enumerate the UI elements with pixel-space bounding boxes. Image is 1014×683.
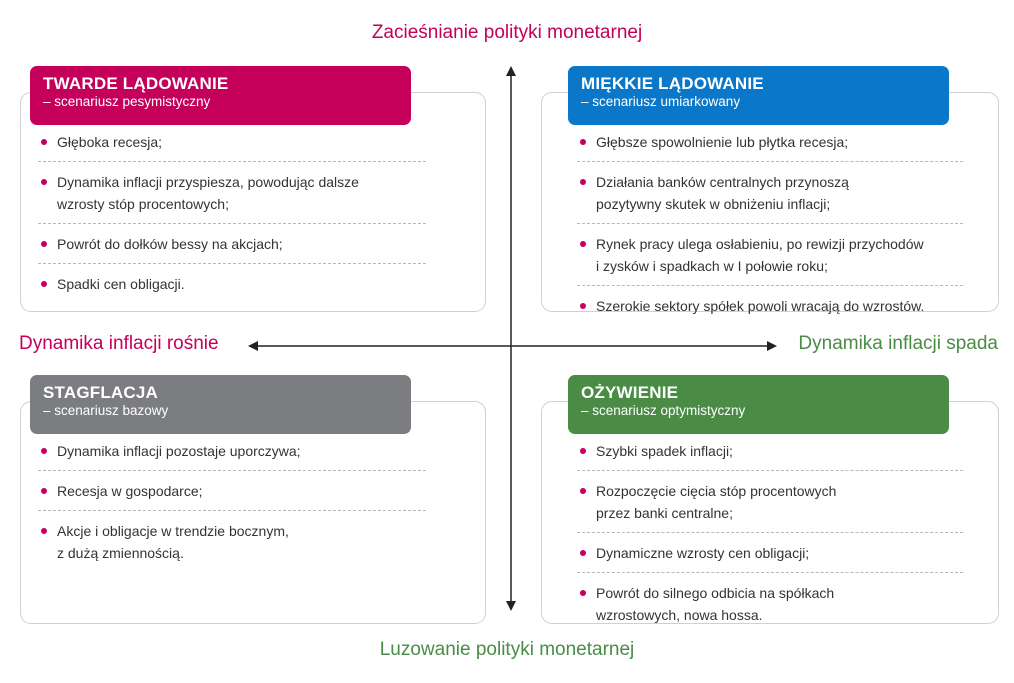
list-item bbox=[577, 440, 963, 471]
list-item-text: Powrót do dołków bessy na akcjach; bbox=[57, 236, 283, 252]
bullet-dot-icon bbox=[580, 488, 586, 494]
header-hard-landing bbox=[30, 66, 411, 125]
list-item-text: Recesja w gospodarce; bbox=[57, 483, 203, 499]
list-item-text: Spadki cen obligacji. bbox=[57, 276, 185, 292]
bullet-dot-icon bbox=[41, 488, 47, 494]
list-item-text: Działania banków centralnych przynoszą pozytywny skutek w obniżeniu inflacji; bbox=[596, 174, 849, 212]
list-item-text: Rozpoczęcie cięcia stóp procentowych przez banki centralne; bbox=[596, 483, 837, 521]
list-item-text: Akcje i obligacje w trendzie bocznym, z dużą zmiennością. bbox=[57, 523, 289, 561]
bullet-dot-icon bbox=[580, 179, 586, 185]
list-item bbox=[577, 480, 963, 533]
list-item bbox=[38, 233, 426, 264]
list-item-text: Dynamika inflacji pozostaje uporczywa; bbox=[57, 443, 301, 459]
axis-label-top: Zacieśnianie polityki monetarnej bbox=[371, 22, 643, 43]
list-item bbox=[38, 273, 426, 303]
bullet-dot-icon bbox=[41, 528, 47, 534]
list-item-text: Głębsze spowolnienie lub płytka recesja; bbox=[596, 134, 849, 150]
scenario-subtitle: – scenariusz optymistyczny bbox=[581, 403, 746, 418]
arrow-down-icon bbox=[506, 601, 516, 611]
scenario-subtitle: – scenariusz umiarkowany bbox=[581, 94, 741, 109]
bullet-dot-icon bbox=[580, 590, 586, 596]
axis-label-right: Dynamika inflacji spada bbox=[798, 333, 998, 354]
bullet-dot-icon bbox=[41, 179, 47, 185]
list-item bbox=[577, 542, 963, 573]
list-item bbox=[577, 295, 963, 325]
list-item bbox=[577, 233, 963, 286]
bullet-dot-icon bbox=[580, 303, 586, 309]
list-item-text: Rynek pracy ulega osłabieniu, po rewizji przychodów i zysków i spadkach w I połowie roku; bbox=[596, 236, 924, 274]
bullet-list-hard-landing bbox=[38, 131, 426, 312]
bullet-dot-icon bbox=[41, 448, 47, 454]
bullet-dot-icon bbox=[580, 448, 586, 454]
bullet-list-soft-landing bbox=[577, 131, 963, 334]
axis-label-bottom: Luzowanie polityki monetarnej bbox=[379, 639, 635, 660]
scenario-title: MIĘKKIE LĄDOWANIE bbox=[581, 74, 764, 93]
list-item bbox=[38, 171, 426, 224]
bullet-dot-icon bbox=[41, 139, 47, 145]
list-item bbox=[577, 171, 963, 224]
list-item-text: Szerokie sektory spółek powoli wracają do wzrostów. bbox=[596, 298, 925, 314]
arrow-left-icon bbox=[248, 341, 258, 351]
list-item bbox=[577, 131, 963, 162]
header-recovery bbox=[568, 375, 949, 434]
arrow-up-icon bbox=[506, 66, 516, 76]
scenario-subtitle: – scenariusz pesymistyczny bbox=[43, 94, 211, 109]
list-item-text: Powrót do silnego odbicia na spółkach wzrostowych, nowa hossa. bbox=[596, 585, 835, 623]
list-item-text: Głęboka recesja; bbox=[57, 134, 163, 150]
list-item bbox=[577, 582, 963, 634]
scenario-title: OŻYWIENIE bbox=[581, 383, 679, 402]
bullet-list-stagflation bbox=[38, 440, 426, 581]
list-item-text: Szybki spadek inflacji; bbox=[596, 443, 733, 459]
arrow-right-icon bbox=[767, 341, 777, 351]
list-item bbox=[38, 440, 426, 471]
list-item bbox=[38, 480, 426, 511]
list-item-text: Dynamika inflacji przyspiesza, powodując dalsze wzrosty stóp procentowych; bbox=[57, 174, 359, 212]
scenario-title: TWARDE LĄDOWANIE bbox=[43, 74, 229, 93]
list-item bbox=[38, 131, 426, 162]
bullet-dot-icon bbox=[580, 241, 586, 247]
bullet-dot-icon bbox=[580, 139, 586, 145]
header-stagflation bbox=[30, 375, 411, 434]
header-soft-landing bbox=[568, 66, 949, 125]
bullet-dot-icon bbox=[41, 241, 47, 247]
bullet-list-recovery bbox=[577, 440, 963, 643]
axis-label-left: Dynamika inflacji rośnie bbox=[19, 333, 219, 354]
list-item-text: Dynamiczne wzrosty cen obligacji; bbox=[596, 545, 810, 561]
bullet-dot-icon bbox=[41, 281, 47, 287]
bullet-dot-icon bbox=[580, 550, 586, 556]
scenario-title: STAGFLACJA bbox=[43, 383, 159, 402]
scenario-subtitle: – scenariusz bazowy bbox=[43, 403, 169, 418]
list-item bbox=[38, 520, 426, 572]
